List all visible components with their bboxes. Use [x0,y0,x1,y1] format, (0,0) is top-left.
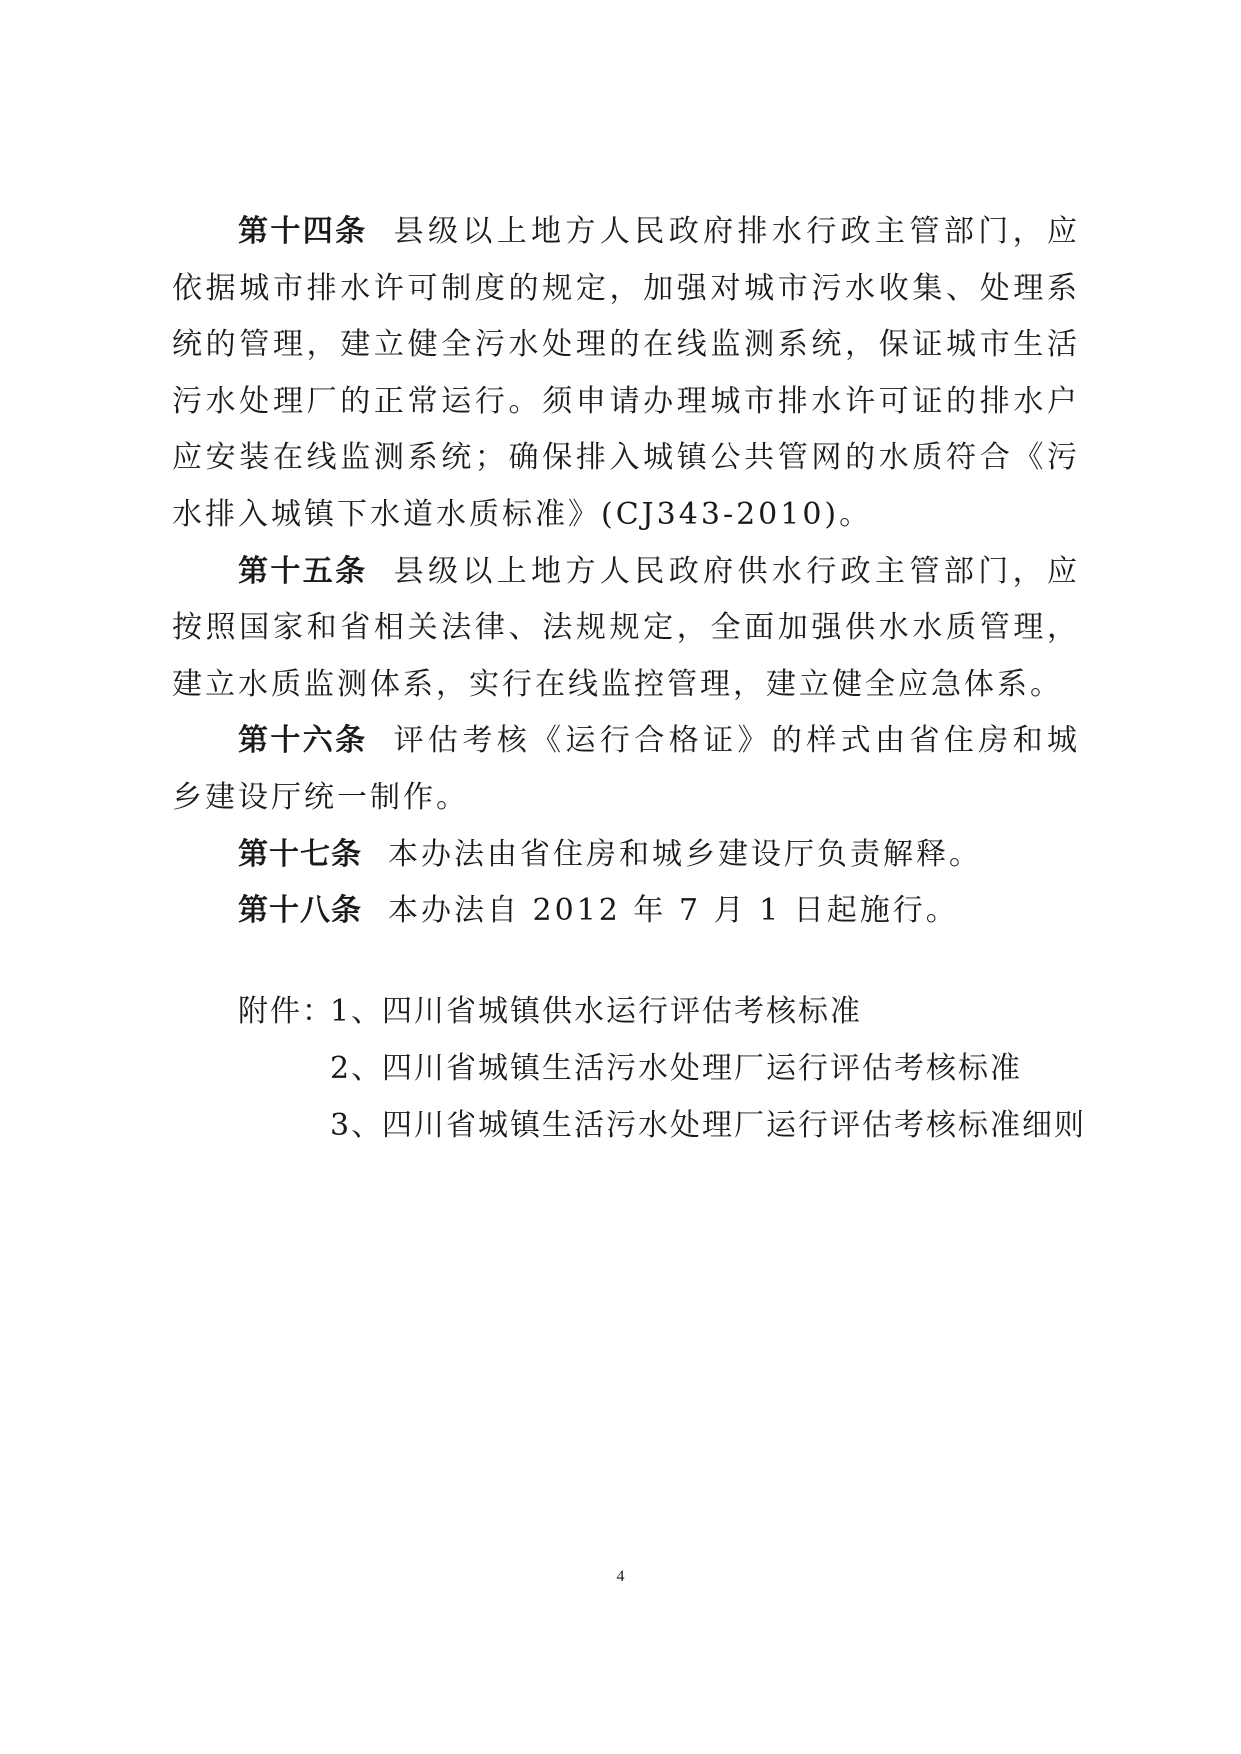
attachment-title: 四川省城镇生活污水处理厂运行评估考核标准细则 [382,1108,1086,1143]
regulation-articles [172,204,1080,940]
article-body: 本办法自 2012 年 7 月 1 日起施行。 [388,893,959,929]
article-heading: 第十七条 [238,836,362,872]
article-body: 县级以上地方人民政府供水行政主管部门，应按照国家和省相关法律、法规规定，全面加强供水水质管理，建立水质监测体系，实行在线监控管理，建立健全应急体系。 [172,553,1081,702]
article-heading: 第十八条 [238,893,362,929]
article-heading: 第十四条 [238,214,368,249]
article-body: 本办法由省住房和城乡建设厅负责解释。 [388,836,982,872]
article-body: 县级以上地方人民政府排水行政主管部门，应依据城市排水许可制度的规定，加强对城市污水收集、处理系统的管理，建立健全污水处理的在线监测系统，保证城市生活污水处理厂的正常运行。须申请办理城市排水许可证的排水户应安装在线监测系统；确保排入城镇公共管网的水质符合《污水排入城镇下水道水质标准》(CJ343-2010)。 [172,214,1081,532]
article-15 [172,544,1080,714]
attachment-number: 1、 [330,994,384,1029]
article-heading: 第十六条 [238,723,368,759]
attachment-item [238,983,1098,1040]
article-16 [172,713,1080,826]
article-body: 评估考核《运行合格证》的样式由省住房和城乡建设厅统一制作。 [172,723,1081,815]
attachment-number: 3、 [330,1108,384,1143]
attachments-label: 附件： [238,994,334,1029]
attachments-list [238,983,1098,1154]
article-14 [172,204,1080,544]
page-number: 4 [616,1568,625,1585]
attachment-item [238,1040,1098,1097]
attachment-item [238,1097,1098,1154]
attachment-title: 四川省城镇供水运行评估考核标准 [382,994,862,1029]
attachment-number: 2、 [330,1051,384,1086]
attachment-title: 四川省城镇生活污水处理厂运行评估考核标准 [382,1051,1022,1086]
article-18 [172,883,1080,940]
article-17 [172,827,1080,884]
article-heading: 第十五条 [238,553,368,589]
